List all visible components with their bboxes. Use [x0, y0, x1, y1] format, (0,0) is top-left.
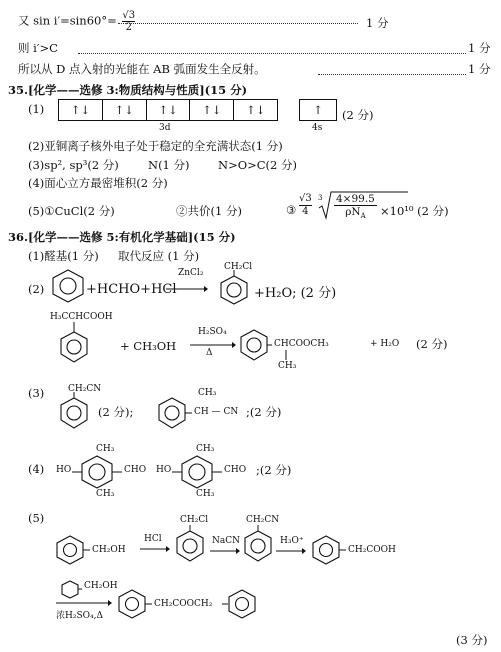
orbital-cell: ↑↓ [147, 100, 191, 120]
orbital-cell: ↑↓ [190, 100, 234, 120]
reaction-arrow-icon [166, 286, 208, 292]
benzyl-chloride-ring-icon [212, 270, 252, 306]
svg-text:3: 3 [318, 194, 323, 202]
reaction-arrow-icon [140, 546, 170, 552]
q36-p3-s2-chain: CH — CN [194, 407, 239, 417]
q35-title: 35.[化学——选修 3:物质结构与性质](15 分) [8, 83, 248, 97]
orbital-cell: ↑↓ [59, 100, 103, 120]
cube-root-sign [318, 191, 334, 221]
q36-p5-i2-sub: CH₂CN [246, 515, 280, 525]
fraction-denominator: 2 [125, 22, 132, 33]
q36-p4-m2-top: CH₃ [196, 444, 215, 454]
q36-p3-s2-score: ;(2 分) [246, 405, 282, 419]
q35-p1-score: (2 分) [342, 108, 374, 122]
orbital-cell: ↑↓ [103, 100, 147, 120]
q36-p4-m1-top: CH₃ [96, 444, 115, 454]
q35-p3-order: N>O>C(2 分) [218, 158, 298, 172]
leader-dots [118, 23, 358, 24]
line-total-reflection: 所以从 D 点入射的光能在 AB 弧面发生全反射。 [18, 62, 266, 76]
q36-p5-reagent1: HCl [144, 534, 162, 544]
q35-p2: (2)亚铜离子核外电子处于稳定的全充满状态(1 分) [28, 139, 283, 153]
benzyl-chloride-ring-icon [172, 525, 208, 565]
q35-p5-formula: (5)①CuCl(2 分) [28, 204, 115, 218]
sin-expression: 又 sin i′=sin60°= [18, 13, 117, 28]
q36-p2b-score: (2 分) [416, 337, 448, 351]
q36-p4-score: ;(2 分) [256, 463, 292, 477]
q36-title: 36.[化学——选修 5:有机化学基础](15 分) [8, 230, 236, 244]
score-1: 1 分 [366, 16, 389, 30]
root-den-subscript: A [360, 212, 366, 221]
leader-dots [78, 53, 466, 54]
orbital-cell: ↑↓ [245, 103, 266, 117]
q36-p2b-reagent: H₂SO₄ [198, 327, 227, 337]
q36-p5-label: (5) [28, 511, 45, 525]
q36-p2b-condition: Δ [206, 348, 213, 358]
benzene-ring-icon [48, 268, 88, 304]
d-orbital-label: 3d [159, 123, 171, 133]
q36-p1-group: (1)醛基(1 分) [28, 249, 99, 263]
phenyl-ring-icon [54, 534, 90, 566]
q36-p5-reagent3: H₃O⁺ [280, 536, 304, 546]
q35-p5-circle3: ③ [286, 203, 297, 217]
q36-p5-cond-bottom: 浓H₂SO₄,Δ [56, 611, 103, 621]
q36-p2-tail: +H₂O; (2 分) [254, 286, 337, 301]
fraction-denominator: 4 [302, 206, 309, 217]
q36-p4-m1-right: CHO [124, 465, 147, 475]
q36-p3-s2-sub: CH₃ [198, 388, 217, 398]
line-compare: 则 i′>C [18, 41, 58, 55]
root-den-text: ρN [345, 206, 361, 218]
q36-p4-m1-left: HO [56, 465, 72, 475]
q35-p4: (4)面心立方最密堆积(2 分) [28, 176, 168, 190]
q35-p5-bond: ②共价(1 分) [176, 204, 242, 218]
fraction-numerator: √3 [122, 10, 136, 21]
q35-p3-atom: N(1 分) [148, 158, 190, 172]
phenyl-ring-icon [222, 588, 262, 620]
benzyl-cyanide-ring-icon [240, 525, 276, 565]
q36-p3-s1-sub: CH₂CN [68, 384, 102, 394]
q36-p5-i3: CH₂COOH [348, 545, 396, 555]
cube-root-fraction [334, 193, 377, 222]
root-denominator [334, 206, 377, 222]
q36-p1-reaction: 取代反应 (1 分) [118, 249, 200, 263]
q36-p5-r1: CH₂OH [92, 545, 126, 555]
phenyl-ring-icon [116, 588, 152, 620]
q36-p2-reagents: +HCHO+HCl [86, 282, 177, 297]
sqrt3-over-2 [122, 10, 135, 33]
benzyl-alcohol-ring-icon [60, 580, 82, 600]
q35-p5-tail: ×10¹⁰ (2 分) [380, 204, 449, 218]
q36-p3-label: (3) [28, 386, 45, 400]
reaction-arrow-icon [276, 548, 306, 554]
phenyl-ring-icon [56, 322, 96, 368]
phenyl-ring-icon [310, 534, 346, 566]
q36-p4-m2-left: HO [156, 465, 172, 475]
benzene-ring-icon [172, 452, 222, 492]
q36-p4-m2-bottom: CH₃ [196, 489, 215, 499]
q36-p2-catalyst: ZnCl₂ [178, 268, 204, 278]
fraction-numerator: √3 [299, 193, 312, 204]
q36-p2b-product: CHCOOCH₃ [274, 339, 329, 349]
q35-p1-label: (1) [28, 102, 45, 116]
benzyl-cyanide-ring-icon [56, 392, 92, 430]
score-3: 1 分 [468, 62, 491, 76]
phenyl-ring-icon [156, 396, 192, 430]
q36-p5-final: CH₂COOCH₂ [154, 599, 213, 609]
q36-p2b-tail: + H₂O [370, 339, 400, 349]
q36-p3-s1-score: (2 分); [98, 405, 134, 419]
q36-p2-product-sub: CH₂Cl [224, 262, 253, 272]
reaction-arrow-icon [210, 548, 240, 554]
q36-p2b-reactant-top: H₃CCHCOOH [50, 312, 113, 322]
d-orbital-box [58, 99, 278, 121]
benzene-ring-icon [72, 452, 122, 492]
phenyl-ring-icon [238, 328, 272, 362]
q36-p2-label: (2) [28, 282, 45, 296]
sqrt3-over-4 [299, 193, 312, 218]
reaction-arrow-icon [190, 342, 236, 348]
q36-p5-i1-sub: CH₂Cl [180, 515, 209, 525]
score-2: 1 分 [468, 41, 491, 55]
reaction-arrow-icon [56, 600, 112, 606]
q36-p4-m2-right: CHO [224, 465, 247, 475]
q36-p2b-plus-methanol: + CH₃OH [120, 339, 177, 353]
q36-p4-label: (4) [28, 462, 45, 476]
q36-p4-m1-bottom: CH₃ [96, 489, 115, 499]
s-orbital-label: 4s [312, 123, 323, 133]
q36-p5-reagent2: NaCN [212, 536, 241, 546]
q36-p5-cond-top: CH₂OH [84, 581, 118, 591]
q36-p5-score: (3 分) [456, 633, 488, 647]
s-orbital-box: ↑ [299, 99, 337, 121]
line-sin [18, 10, 135, 33]
q36-p2b-product-sub: CH₃ [278, 361, 297, 371]
q35-p3-hybrid: (3)sp², sp³(2 分) [28, 158, 119, 172]
root-numerator: 4×99.5 [336, 193, 375, 205]
leader-dots [318, 74, 466, 75]
